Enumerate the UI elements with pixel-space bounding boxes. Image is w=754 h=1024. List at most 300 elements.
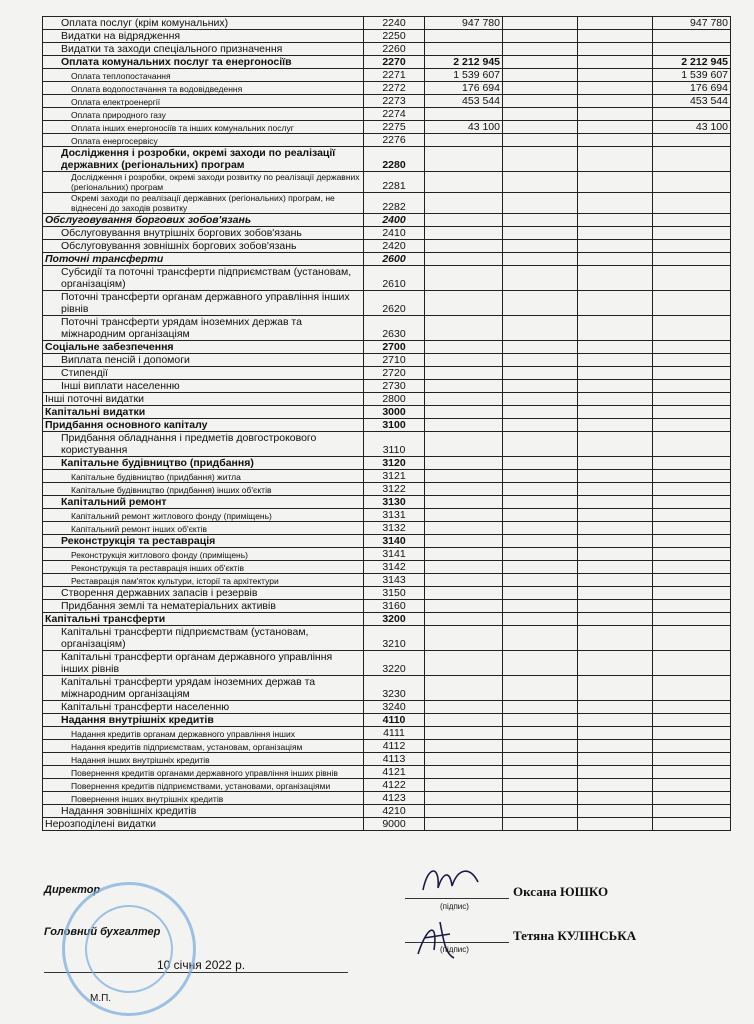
row-name-cell: Капітальні трансферти населенню [43,701,364,714]
row-name-cell: Капітальний ремонт житлового фонду (приміщень) [43,509,364,522]
row-value-cell [578,701,653,714]
table-row [43,367,731,380]
row-value-cell [425,43,503,56]
table-row [43,676,731,701]
row-value-cell: 176 694 [653,82,731,95]
row-code-cell: 2282 [364,193,425,214]
row-value-cell [425,600,503,613]
row-value-cell [578,587,653,600]
row-value-cell [578,172,653,193]
row-value-cell [503,341,578,354]
row-value-cell [425,818,503,831]
row-value-cell [578,714,653,727]
row-value-cell [653,240,731,253]
row-code-cell: 4111 [364,727,425,740]
row-value-cell [653,587,731,600]
row-value-cell [653,561,731,574]
table-row [43,792,731,805]
row-value-cell [503,193,578,214]
row-value-cell [578,193,653,214]
row-value-cell [653,483,731,496]
row-value-cell [578,432,653,457]
row-value-cell [578,82,653,95]
row-name-cell: Придбання обладнання і предметів довгострокового користування [43,432,364,457]
table-row [43,121,731,134]
report-table-container [42,16,728,831]
row-value-cell [503,818,578,831]
row-value-cell [653,193,731,214]
row-value-cell [578,367,653,380]
row-value-cell [425,727,503,740]
row-value-cell [653,740,731,753]
table-row [43,818,731,831]
row-value-cell [425,266,503,291]
row-value-cell [578,457,653,470]
row-value-cell [653,522,731,535]
table-row [43,651,731,676]
row-value-cell [503,792,578,805]
row-name-cell: Оплата природного газу [43,108,364,121]
row-code-cell: 4210 [364,805,425,818]
row-value-cell [503,30,578,43]
row-value-cell [578,291,653,316]
row-value-cell [503,548,578,561]
row-code-cell: 3143 [364,574,425,587]
row-name-cell: Капітальні трансферти урядам іноземних держав та міжнародним організаціям [43,676,364,701]
row-value-cell [578,727,653,740]
row-value-cell [425,172,503,193]
row-value-cell [503,266,578,291]
row-value-cell [425,561,503,574]
row-value-cell [653,766,731,779]
row-value-cell [653,600,731,613]
row-value-cell: 43 100 [653,121,731,134]
row-code-cell: 2274 [364,108,425,121]
row-value-cell [425,496,503,509]
row-value-cell [653,291,731,316]
table-row [43,108,731,121]
row-value-cell [578,548,653,561]
table-row [43,240,731,253]
table-row [43,561,731,574]
row-value-cell [503,753,578,766]
row-code-cell: 2272 [364,82,425,95]
row-name-cell: Оплата теплопостачання [43,69,364,82]
row-value-cell [425,419,503,432]
row-value-cell [503,470,578,483]
row-value-cell [653,509,731,522]
table-row [43,134,731,147]
row-value-cell [578,613,653,626]
row-value-cell [503,393,578,406]
row-value-cell [578,380,653,393]
row-value-cell [578,419,653,432]
row-value-cell [653,227,731,240]
row-name-cell: Реконструкція житлового фонду (приміщень) [43,548,364,561]
row-name-cell: Поточні трансферти органам державного управління інших рівнів [43,291,364,316]
row-name-cell: Капітальні видатки [43,406,364,419]
row-code-cell: 3210 [364,626,425,651]
official-stamp [62,882,196,1016]
row-name-cell: Оплата електроенергії [43,95,364,108]
row-value-cell [578,108,653,121]
row-value-cell [578,406,653,419]
row-code-cell: 4112 [364,740,425,753]
row-value-cell: 1 539 607 [425,69,503,82]
row-value-cell: 2 212 945 [653,56,731,69]
row-code-cell: 2280 [364,147,425,172]
row-code-cell: 4123 [364,792,425,805]
row-code-cell: 2600 [364,253,425,266]
row-name-cell: Повернення інших внутрішніх кредитів [43,792,364,805]
row-value-cell [578,69,653,82]
row-name-cell: Реконструкція та реставрація інших об'єктів [43,561,364,574]
row-value-cell [578,56,653,69]
row-value-cell [578,626,653,651]
table-row [43,266,731,291]
row-value-cell: 947 780 [425,17,503,30]
row-code-cell: 2276 [364,134,425,147]
row-value-cell [425,316,503,341]
row-value-cell [653,172,731,193]
row-name-cell: Надання кредитів органам державного управління інших [43,727,364,740]
table-row [43,779,731,792]
director-signature-scribble [418,860,488,900]
row-value-cell [503,17,578,30]
table-row [43,805,731,818]
table-row [43,535,731,548]
row-value-cell [653,792,731,805]
row-value-cell [578,779,653,792]
row-name-cell: Соціальне забезпечення [43,341,364,354]
row-value-cell [653,676,731,701]
table-row [43,393,731,406]
row-name-cell: Надання кредитів підприємствам, установам, організаціям [43,740,364,753]
seal-place-label: М.П. [90,993,112,1004]
row-value-cell: 176 694 [425,82,503,95]
row-value-cell [578,266,653,291]
row-value-cell [503,240,578,253]
row-value-cell [425,253,503,266]
row-value-cell [578,766,653,779]
official-stamp-inner-ring [85,905,173,993]
row-code-cell: 2250 [364,30,425,43]
row-value-cell: 453 544 [653,95,731,108]
table-row [43,600,731,613]
row-name-cell: Інші виплати населенню [43,380,364,393]
row-value-cell [503,651,578,676]
table-row [43,470,731,483]
row-value-cell [425,509,503,522]
table-row [43,613,731,626]
row-value-cell [425,380,503,393]
row-name-cell: Придбання основного капіталу [43,419,364,432]
row-name-cell: Дослідження і розробки, окремі заходи по реалізації державних (регіональних) програм [43,147,364,172]
row-value-cell [503,147,578,172]
row-value-cell [578,561,653,574]
row-name-cell: Оплата інших енергоносіїв та інших комунальних послуг [43,121,364,134]
row-value-cell [503,613,578,626]
row-value-cell [578,95,653,108]
row-value-cell [503,134,578,147]
row-code-cell: 2610 [364,266,425,291]
director-role-label: Директор [44,884,101,896]
row-value-cell [653,779,731,792]
row-name-cell: Обслуговування зовнішніх боргових зобов'язань [43,240,364,253]
row-value-cell [503,253,578,266]
table-row [43,253,731,266]
row-code-cell: 2630 [364,316,425,341]
row-value-cell [653,701,731,714]
row-value-cell [503,600,578,613]
row-value-cell [653,535,731,548]
table-row [43,714,731,727]
row-value-cell [578,147,653,172]
row-code-cell: 3142 [364,561,425,574]
row-code-cell: 2700 [364,341,425,354]
row-value-cell [653,419,731,432]
director-name: Оксана ЮШКО [513,884,609,899]
row-value-cell [653,214,731,227]
row-value-cell [578,341,653,354]
row-value-cell [578,354,653,367]
row-code-cell: 3132 [364,522,425,535]
row-value-cell [503,121,578,134]
row-value-cell [503,740,578,753]
row-value-cell [503,380,578,393]
row-value-cell [425,193,503,214]
row-name-cell: Обслуговування боргових зобов'язань [43,214,364,227]
row-value-cell [653,393,731,406]
table-row [43,419,731,432]
table-row [43,172,731,193]
row-name-cell: Реставрація пам'яток культури, історії та архітектури [43,574,364,587]
row-code-cell: 2273 [364,95,425,108]
row-value-cell [578,43,653,56]
table-row [43,227,731,240]
row-value-cell: 947 780 [653,17,731,30]
row-value-cell [578,121,653,134]
row-value-cell [653,406,731,419]
row-value-cell [503,727,578,740]
row-value-cell [653,613,731,626]
row-value-cell [653,714,731,727]
row-value-cell [425,214,503,227]
row-code-cell: 3200 [364,613,425,626]
row-code-cell: 3120 [364,457,425,470]
row-name-cell: Реконструкція та реставрація [43,535,364,548]
row-value-cell [425,676,503,701]
row-value-cell [503,714,578,727]
table-row [43,291,731,316]
row-name-cell: Капітальне будівництво (придбання) [43,457,364,470]
row-value-cell [425,548,503,561]
row-value-cell [503,522,578,535]
row-value-cell [578,522,653,535]
row-code-cell: 3130 [364,496,425,509]
row-value-cell [578,574,653,587]
row-value-cell [653,626,731,651]
row-name-cell: Поточні трансферти [43,253,364,266]
table-row [43,727,731,740]
row-value-cell [578,651,653,676]
row-value-cell [503,95,578,108]
row-code-cell: 3240 [364,701,425,714]
table-row [43,193,731,214]
table-row [43,766,731,779]
table-row [43,214,731,227]
row-value-cell [578,818,653,831]
accountant-role-label: Головний бухгалтер [44,926,161,938]
row-value-cell [578,805,653,818]
row-code-cell: 2800 [364,393,425,406]
row-value-cell [653,367,731,380]
row-value-cell [578,253,653,266]
row-value-cell [578,316,653,341]
table-row [43,740,731,753]
row-code-cell: 2710 [364,354,425,367]
row-value-cell [503,367,578,380]
row-name-cell: Оплата послуг (крім комунальних) [43,17,364,30]
row-name-cell: Капітальний ремонт інших об'єктів [43,522,364,535]
row-value-cell [503,214,578,227]
row-value-cell [503,172,578,193]
row-value-cell: 1 539 607 [653,69,731,82]
row-value-cell [653,43,731,56]
row-value-cell [503,587,578,600]
row-value-cell [653,266,731,291]
row-code-cell: 2620 [364,291,425,316]
row-value-cell [653,354,731,367]
row-value-cell [503,291,578,316]
row-value-cell [503,419,578,432]
row-name-cell: Виплата пенсій і допомоги [43,354,364,367]
row-value-cell [503,676,578,701]
row-value-cell [503,69,578,82]
row-value-cell [578,240,653,253]
row-value-cell [503,82,578,95]
row-value-cell [503,457,578,470]
row-code-cell: 2400 [364,214,425,227]
table-row [43,587,731,600]
row-name-cell: Надання внутрішніх кредитів [43,714,364,727]
row-value-cell [425,766,503,779]
row-value-cell [425,367,503,380]
row-value-cell [653,253,731,266]
table-row [43,56,731,69]
row-name-cell: Надання інших внутрішніх кредитів [43,753,364,766]
row-value-cell [425,108,503,121]
row-value-cell [503,432,578,457]
row-code-cell: 2271 [364,69,425,82]
row-code-cell: 4110 [364,714,425,727]
row-value-cell [578,393,653,406]
row-code-cell: 3100 [364,419,425,432]
row-value-cell [425,406,503,419]
table-row [43,69,731,82]
expenditure-table [42,16,731,831]
row-value-cell [425,574,503,587]
row-name-cell: Повернення кредитів органами державного управління інших рівнів [43,766,364,779]
row-code-cell: 3150 [364,587,425,600]
row-value-cell [653,574,731,587]
row-value-cell [578,214,653,227]
table-row [43,30,731,43]
row-name-cell: Капітальне будівництво (придбання) житла [43,470,364,483]
row-value-cell [653,432,731,457]
row-name-cell: Окремі заходи по реалізації державних (регіональних) програм, не віднесені до заходів розвитку [43,193,364,214]
row-code-cell: 9000 [364,818,425,831]
table-row [43,406,731,419]
row-code-cell: 2260 [364,43,425,56]
row-code-cell: 3140 [364,535,425,548]
row-code-cell: 3110 [364,432,425,457]
row-code-cell: 3220 [364,651,425,676]
table-row [43,753,731,766]
row-name-cell: Субсидії та поточні трансферти підприємствам (установам, організаціям) [43,266,364,291]
row-value-cell [653,470,731,483]
row-value-cell [503,108,578,121]
row-code-cell: 2720 [364,367,425,380]
row-value-cell [425,147,503,172]
row-value-cell: 43 100 [425,121,503,134]
row-value-cell [578,676,653,701]
row-value-cell [503,805,578,818]
row-code-cell: 3121 [364,470,425,483]
row-value-cell [653,341,731,354]
row-value-cell [425,805,503,818]
row-value-cell [653,108,731,121]
table-row [43,82,731,95]
row-name-cell: Капітальні трансферти підприємствам (установам, організаціям) [43,626,364,651]
row-name-cell: Капітальні трансферти органам державного управління інших рівнів [43,651,364,676]
row-name-cell: Дослідження і розробки, окремі заходи розвитку по реалізації державних (регіональних) програм [43,172,364,193]
row-value-cell [503,496,578,509]
row-value-cell [425,522,503,535]
table-row [43,147,731,172]
accountant-name: Тетяна КУЛІНСЬКА [513,928,637,943]
row-value-cell [653,548,731,561]
row-value-cell [425,626,503,651]
row-value-cell [425,470,503,483]
row-name-cell: Оплата енергосервісу [43,134,364,147]
row-value-cell [503,354,578,367]
row-value-cell [425,291,503,316]
row-value-cell [503,561,578,574]
row-value-cell [578,17,653,30]
row-value-cell [578,792,653,805]
row-code-cell: 2281 [364,172,425,193]
row-code-cell: 3131 [364,509,425,522]
table-row [43,483,731,496]
row-value-cell [503,227,578,240]
row-name-cell: Обслуговування внутрішніх боргових зобов'язань [43,227,364,240]
row-name-cell: Нерозподілені видатки [43,818,364,831]
row-value-cell [578,753,653,766]
row-code-cell: 2420 [364,240,425,253]
row-value-cell [425,701,503,714]
accountant-signature-hint: (підпис) [440,945,469,954]
row-value-cell [503,43,578,56]
row-value-cell [425,587,503,600]
row-value-cell [578,134,653,147]
row-value-cell [578,483,653,496]
row-code-cell: 4122 [364,779,425,792]
table-row [43,574,731,587]
table-row [43,626,731,651]
table-row [43,43,731,56]
row-value-cell [425,227,503,240]
